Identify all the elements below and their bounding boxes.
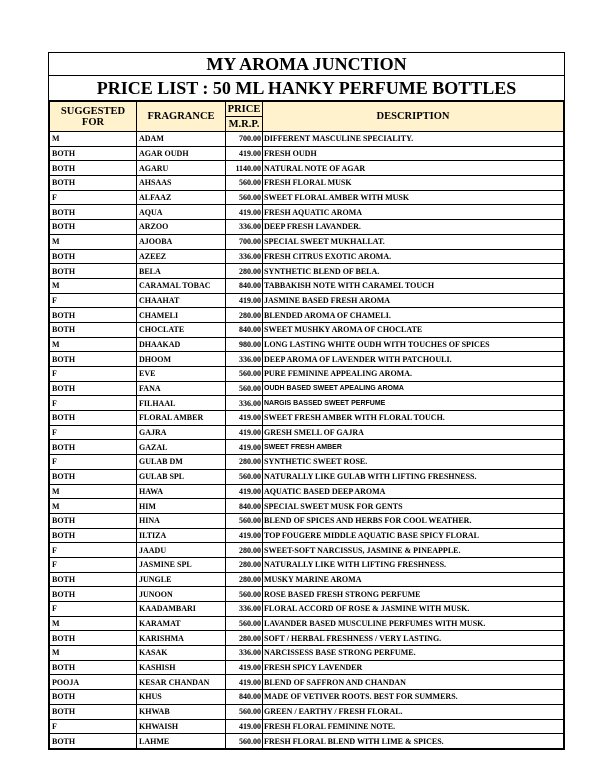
- mrp-cell: 840.00: [226, 322, 263, 337]
- description-cell: TOP FOUGERE MIDDLE AQUATIC BASE SPICY FLORAL: [263, 528, 564, 543]
- suggested-for-cell: BOTH: [50, 690, 137, 705]
- mrp-cell: 280.00: [226, 572, 263, 587]
- description-cell: FRESH FLORAL MUSK: [263, 176, 564, 191]
- suggested-for-cell: F: [50, 367, 137, 382]
- table-row: [50, 146, 564, 161]
- table-row: [50, 513, 564, 528]
- fragrance-cell: JASMINE SPL: [137, 557, 226, 572]
- table-row: [50, 631, 564, 646]
- description-cell: GRESH SMELL OF GAJRA: [263, 425, 564, 440]
- suggested-for-cell: BOTH: [50, 528, 137, 543]
- description-cell: ROSE BASED FRESH STRONG PERFUME: [263, 587, 564, 602]
- mrp-cell: 700.00: [226, 132, 263, 147]
- suggested-for-cell: M: [50, 337, 137, 352]
- mrp-cell: 560.00: [226, 704, 263, 719]
- mrp-cell: 419.00: [226, 440, 263, 455]
- fragrance-cell: GULAB SPL: [137, 469, 226, 484]
- description-cell: SWEET FRESH AMBER WITH FLORAL TOUCH.: [263, 411, 564, 426]
- fragrance-cell: KHUS: [137, 690, 226, 705]
- table-row: [50, 190, 564, 205]
- description-cell: NARCISSESS BASE STRONG PERFUME.: [263, 646, 564, 661]
- mrp-cell: 280.00: [226, 557, 263, 572]
- table-row: [50, 234, 564, 249]
- fragrance-cell: ARZOO: [137, 220, 226, 235]
- fragrance-cell: FILHAAL: [137, 396, 226, 411]
- fragrance-cell: DHOOM: [137, 352, 226, 367]
- suggested-for-cell: BOTH: [50, 587, 137, 602]
- table-row: [50, 690, 564, 705]
- table-row: [50, 176, 564, 191]
- mrp-cell: 560.00: [226, 176, 263, 191]
- suggested-for-cell: BOTH: [50, 176, 137, 191]
- suggested-for-cell: F: [50, 543, 137, 558]
- description-cell: FRESH CITRUS EXOTIC AROMA.: [263, 249, 564, 264]
- fragrance-cell: KHWAISH: [137, 719, 226, 734]
- description-cell: BLENDED AROMA OF CHAMELI.: [263, 308, 564, 323]
- table-row: [50, 602, 564, 617]
- description-cell: DEEP AROMA OF LAVENDER WITH PATCHOULI.: [263, 352, 564, 367]
- fragrance-cell: HAWA: [137, 484, 226, 499]
- column-header-price: PRICE: [226, 102, 263, 117]
- mrp-cell: 1140.00: [226, 161, 263, 176]
- suggested-for-cell: BOTH: [50, 161, 137, 176]
- mrp-cell: 280.00: [226, 308, 263, 323]
- mrp-cell: 980.00: [226, 337, 263, 352]
- suggested-for-cell: F: [50, 425, 137, 440]
- suggested-for-cell: BOTH: [50, 308, 137, 323]
- description-cell: NATURAL NOTE OF AGAR: [263, 161, 564, 176]
- suggested-for-cell: F: [50, 557, 137, 572]
- suggested-for-cell: BOTH: [50, 469, 137, 484]
- description-cell: MADE OF VETIVER ROOTS. BEST FOR SUMMERS.: [263, 690, 564, 705]
- suggested-for-cell: M: [50, 278, 137, 293]
- fragrance-cell: GAZAL: [137, 440, 226, 455]
- mrp-cell: 419.00: [226, 146, 263, 161]
- mrp-cell: 560.00: [226, 381, 263, 396]
- suggested-for-cell: BOTH: [50, 440, 137, 455]
- table-header: [50, 102, 564, 132]
- table-row: [50, 719, 564, 734]
- description-cell: FRESH FLORAL FEMININE NOTE.: [263, 719, 564, 734]
- suggested-for-cell: BOTH: [50, 411, 137, 426]
- mrp-cell: 840.00: [226, 499, 263, 514]
- fragrance-cell: DHAAKAD: [137, 337, 226, 352]
- mrp-cell: 336.00: [226, 396, 263, 411]
- description-cell: NATURALLY LIKE WITH LIFTING FRESHNESS.: [263, 557, 564, 572]
- fragrance-cell: KESAR CHANDAN: [137, 675, 226, 690]
- mrp-cell: 280.00: [226, 264, 263, 279]
- description-cell: MUSKY MARINE AROMA: [263, 572, 564, 587]
- mrp-cell: 560.00: [226, 190, 263, 205]
- table-row: [50, 557, 564, 572]
- suggested-for-cell: BOTH: [50, 146, 137, 161]
- mrp-cell: 560.00: [226, 513, 263, 528]
- table-row: [50, 396, 564, 411]
- fragrance-cell: AHSAAS: [137, 176, 226, 191]
- description-cell: SOFT / HERBAL FRESHNESS / VERY LASTING.: [263, 631, 564, 646]
- description-cell: TABBAKISH NOTE WITH CARAMEL TOUCH: [263, 278, 564, 293]
- suggested-for-cell: M: [50, 646, 137, 661]
- table-row: [50, 440, 564, 455]
- fragrance-cell: HINA: [137, 513, 226, 528]
- fragrance-cell: ADAM: [137, 132, 226, 147]
- suggested-for-cell: BOTH: [50, 249, 137, 264]
- price-table: [49, 101, 564, 749]
- mrp-cell: 419.00: [226, 205, 263, 220]
- description-cell: DIFFERENT MASCULINE SPECIALITY.: [263, 132, 564, 147]
- mrp-cell: 419.00: [226, 528, 263, 543]
- description-cell: SYNTHETIC SWEET ROSE.: [263, 455, 564, 470]
- table-row: [50, 704, 564, 719]
- table-row: [50, 293, 564, 308]
- fragrance-cell: AGAR OUDH: [137, 146, 226, 161]
- mrp-cell: 560.00: [226, 616, 263, 631]
- mrp-cell: 419.00: [226, 719, 263, 734]
- mrp-cell: 560.00: [226, 587, 263, 602]
- mrp-cell: 840.00: [226, 690, 263, 705]
- mrp-cell: 336.00: [226, 352, 263, 367]
- description-cell: LAVANDER BASED MUSCULINE PERFUMES WITH MUSK.: [263, 616, 564, 631]
- column-header-mrp: M.R.P.: [226, 117, 263, 132]
- suggested-for-cell: F: [50, 602, 137, 617]
- table-row: [50, 572, 564, 587]
- mrp-cell: 336.00: [226, 602, 263, 617]
- mrp-cell: 419.00: [226, 675, 263, 690]
- suggested-for-cell: BOTH: [50, 381, 137, 396]
- suggested-for-cell: BOTH: [50, 513, 137, 528]
- fragrance-cell: JAADU: [137, 543, 226, 558]
- suggested-for-cell: BOTH: [50, 631, 137, 646]
- fragrance-cell: KHWAB: [137, 704, 226, 719]
- table-row: [50, 646, 564, 661]
- column-header-fragrance: FRAGRANCE: [137, 102, 226, 132]
- suggested-for-cell: BOTH: [50, 220, 137, 235]
- suggested-for-cell: M: [50, 616, 137, 631]
- suggested-for-cell: M: [50, 484, 137, 499]
- table-row: [50, 425, 564, 440]
- suggested-for-cell: F: [50, 190, 137, 205]
- fragrance-cell: KASAK: [137, 646, 226, 661]
- suggested-for-cell: F: [50, 396, 137, 411]
- table-row: [50, 337, 564, 352]
- description-cell: SWEET-SOFT NARCISSUS, JASMINE & PINEAPPLE.: [263, 543, 564, 558]
- fragrance-cell: CHAAHAT: [137, 293, 226, 308]
- fragrance-cell: FLORAL AMBER: [137, 411, 226, 426]
- mrp-cell: 419.00: [226, 425, 263, 440]
- fragrance-cell: ALFAAZ: [137, 190, 226, 205]
- description-cell: GREEN / EARTHY / FRESH FLORAL.: [263, 704, 564, 719]
- description-cell: DEEP FRESH LAVANDER.: [263, 220, 564, 235]
- fragrance-cell: CHOCLATE: [137, 322, 226, 337]
- mrp-cell: 700.00: [226, 234, 263, 249]
- fragrance-cell: KAADAMBARI: [137, 602, 226, 617]
- mrp-cell: 840.00: [226, 278, 263, 293]
- description-cell: JASMINE BASED FRESH AROMA: [263, 293, 564, 308]
- mrp-cell: 419.00: [226, 411, 263, 426]
- suggested-for-cell: BOTH: [50, 660, 137, 675]
- suggested-for-cell: M: [50, 234, 137, 249]
- fragrance-cell: JUNGLE: [137, 572, 226, 587]
- description-cell: BLEND OF SAFFRON AND CHANDAN: [263, 675, 564, 690]
- description-cell: FRESH SPICY LAVENDER: [263, 660, 564, 675]
- table-row: [50, 675, 564, 690]
- mrp-cell: 419.00: [226, 293, 263, 308]
- suggested-for-cell: BOTH: [50, 734, 137, 749]
- description-cell: OUDH BASED SWEET APEALING AROMA: [263, 381, 564, 396]
- mrp-cell: 560.00: [226, 734, 263, 749]
- table-row: [50, 308, 564, 323]
- suggested-for-cell: M: [50, 132, 137, 147]
- table-row: [50, 587, 564, 602]
- mrp-cell: 280.00: [226, 455, 263, 470]
- fragrance-cell: HIM: [137, 499, 226, 514]
- suggested-for-cell: F: [50, 455, 137, 470]
- table-row: [50, 734, 564, 749]
- fragrance-cell: LAHME: [137, 734, 226, 749]
- fragrance-cell: JUNOON: [137, 587, 226, 602]
- suggested-for-cell: M: [50, 499, 137, 514]
- page-subtitle: PRICE LIST : 50 ML HANKY PERFUME BOTTLES: [49, 76, 564, 101]
- fragrance-cell: AJOOBA: [137, 234, 226, 249]
- price-list-sheet: [48, 52, 565, 750]
- table-row: [50, 322, 564, 337]
- suggested-for-cell: BOTH: [50, 264, 137, 279]
- fragrance-cell: CHAMELI: [137, 308, 226, 323]
- description-cell: SYNTHETIC BLEND OF BELA.: [263, 264, 564, 279]
- fragrance-cell: GULAB DM: [137, 455, 226, 470]
- description-cell: SPECIAL SWEET MUKHALLAT.: [263, 234, 564, 249]
- table-row: [50, 616, 564, 631]
- description-cell: LONG LASTING WHITE OUDH WITH TOUCHES OF SPICES: [263, 337, 564, 352]
- fragrance-cell: BELA: [137, 264, 226, 279]
- description-cell: SWEET MUSHKY AROMA OF CHOCLATE: [263, 322, 564, 337]
- fragrance-cell: AZEEZ: [137, 249, 226, 264]
- table-row: [50, 528, 564, 543]
- table-row: [50, 278, 564, 293]
- description-cell: SPECIAL SWEET MUSK FOR GENTS: [263, 499, 564, 514]
- mrp-cell: 336.00: [226, 220, 263, 235]
- description-cell: FRESH FLORAL BLEND WITH LIME & SPICES.: [263, 734, 564, 749]
- table-row: [50, 249, 564, 264]
- description-cell: BLEND OF SPICES AND HERBS FOR COOL WEATHER.: [263, 513, 564, 528]
- suggested-for-cell: POOJA: [50, 675, 137, 690]
- mrp-cell: 419.00: [226, 660, 263, 675]
- suggested-for-cell: F: [50, 293, 137, 308]
- table-row: [50, 455, 564, 470]
- fragrance-cell: CARAMAL TOBAC: [137, 278, 226, 293]
- description-cell: SWEET FRESH AMBER: [263, 440, 564, 455]
- fragrance-cell: FANA: [137, 381, 226, 396]
- table-row: [50, 411, 564, 426]
- description-cell: NARGIS BASSED SWEET PERFUME: [263, 396, 564, 411]
- suggested-for-cell: BOTH: [50, 572, 137, 587]
- mrp-cell: 280.00: [226, 543, 263, 558]
- table-row: [50, 205, 564, 220]
- table-row: [50, 367, 564, 382]
- description-cell: PURE FEMININE APPEALING AROMA.: [263, 367, 564, 382]
- description-cell: FRESH OUDH: [263, 146, 564, 161]
- mrp-cell: 419.00: [226, 484, 263, 499]
- table-row: [50, 161, 564, 176]
- table-row: [50, 469, 564, 484]
- suggested-for-cell: BOTH: [50, 322, 137, 337]
- mrp-cell: 560.00: [226, 469, 263, 484]
- fragrance-cell: EVE: [137, 367, 226, 382]
- mrp-cell: 560.00: [226, 367, 263, 382]
- suggested-for-cell: BOTH: [50, 352, 137, 367]
- suggested-for-cell: BOTH: [50, 704, 137, 719]
- suggested-for-cell: BOTH: [50, 205, 137, 220]
- mrp-cell: 336.00: [226, 646, 263, 661]
- fragrance-cell: KASHISH: [137, 660, 226, 675]
- description-cell: FRESH AQUATIC AROMA: [263, 205, 564, 220]
- table-row: [50, 543, 564, 558]
- table-row: [50, 220, 564, 235]
- fragrance-cell: AGARU: [137, 161, 226, 176]
- table-row: [50, 352, 564, 367]
- table-row: [50, 132, 564, 147]
- page-title: MY AROMA JUNCTION: [49, 53, 564, 76]
- suggested-for-cell: F: [50, 719, 137, 734]
- mrp-cell: 336.00: [226, 249, 263, 264]
- table-row: [50, 381, 564, 396]
- column-header-suggested-for: SUGGESTED FOR: [50, 102, 137, 132]
- table-row: [50, 264, 564, 279]
- description-cell: AQUATIC BASED DEEP AROMA: [263, 484, 564, 499]
- fragrance-cell: KARAMAT: [137, 616, 226, 631]
- table-row: [50, 499, 564, 514]
- table-row: [50, 484, 564, 499]
- column-header-description: DESCRIPTION: [263, 102, 564, 132]
- mrp-cell: 280.00: [226, 631, 263, 646]
- table-row: [50, 660, 564, 675]
- fragrance-cell: ILTIZA: [137, 528, 226, 543]
- table-body: [50, 132, 564, 749]
- description-cell: NATURALLY LIKE GULAB WITH LIFTING FRESHNESS.: [263, 469, 564, 484]
- fragrance-cell: KARISHMA: [137, 631, 226, 646]
- description-cell: SWEET FLORAL AMBER WITH MUSK: [263, 190, 564, 205]
- fragrance-cell: GAJRA: [137, 425, 226, 440]
- fragrance-cell: AQUA: [137, 205, 226, 220]
- description-cell: FLORAL ACCORD OF ROSE & JASMINE WITH MUSK.: [263, 602, 564, 617]
